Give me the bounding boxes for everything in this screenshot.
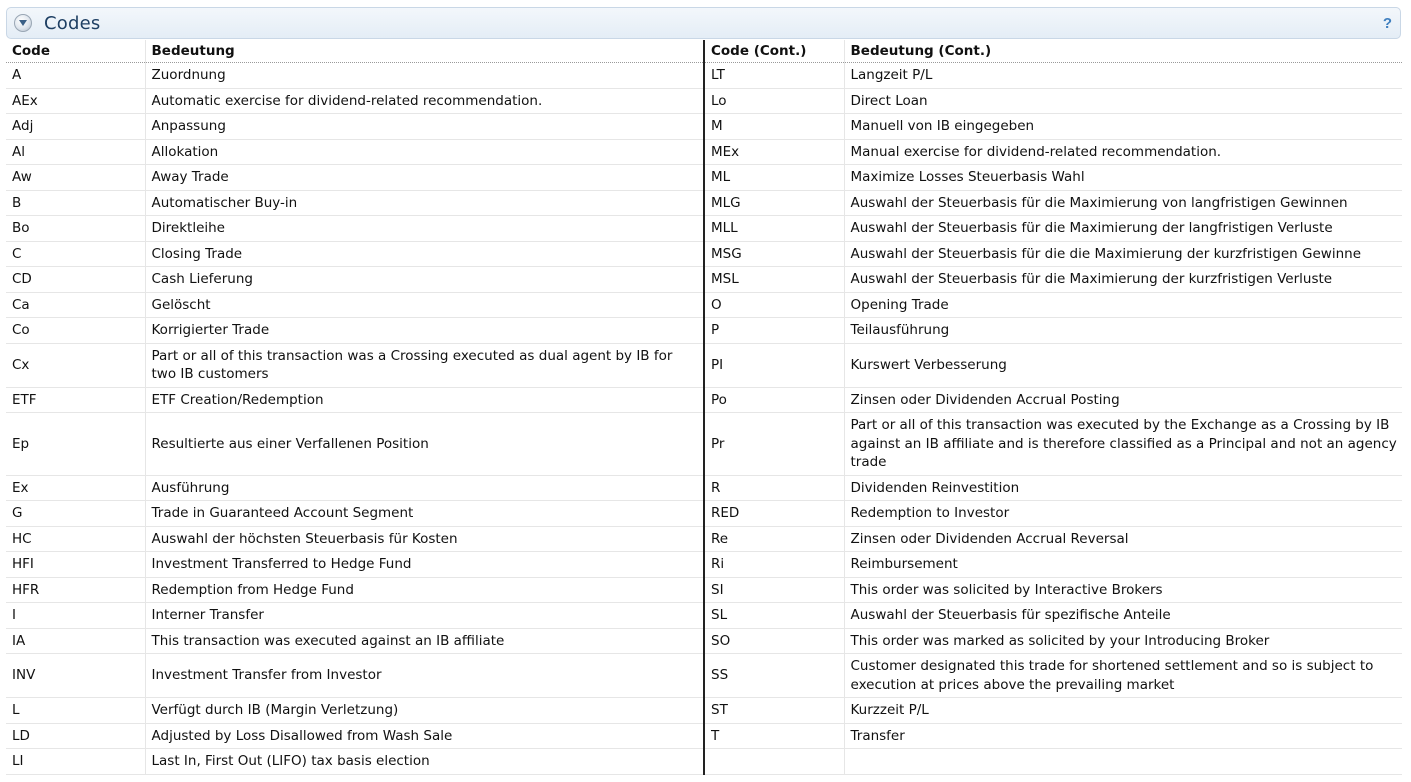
table-row [705, 628, 1402, 654]
meaning-cell: Direktleihe [145, 216, 703, 242]
table-row [6, 165, 703, 191]
code-cell: HC [6, 526, 145, 552]
meaning-cell: Zinsen oder Dividenden Accrual Posting [844, 387, 1402, 413]
meaning-cell: Auswahl der Steuerbasis für spezifische Anteile [844, 603, 1402, 629]
code-cell: Ex [6, 475, 145, 501]
table-row [6, 241, 703, 267]
meaning-cell: Last In, First Out (LIFO) tax basis election [145, 749, 703, 775]
meaning-cell: Investment Transfer from Investor [145, 654, 703, 698]
column-header-code: Code [6, 40, 145, 63]
table-row [705, 698, 1402, 724]
meaning-cell: Maximize Losses Steuerbasis Wahl [844, 165, 1402, 191]
meaning-cell: Cash Lieferung [145, 267, 703, 293]
meaning-cell: Customer designated this trade for shortened settlement and so is subject to execution at prices above the prevailing market [844, 654, 1402, 698]
code-cell: O [705, 292, 844, 318]
code-cell: I [6, 603, 145, 629]
codes-table-left [6, 40, 703, 775]
meaning-cell: Auswahl der Steuerbasis für die die Maximierung der kurzfristigen Gewinne [844, 241, 1402, 267]
meaning-cell: Redemption to Investor [844, 501, 1402, 527]
table-row [705, 577, 1402, 603]
codes-table-right-panel [705, 40, 1402, 775]
table-row [6, 139, 703, 165]
table-row [6, 114, 703, 140]
code-cell: B [6, 190, 145, 216]
code-cell: ETF [6, 387, 145, 413]
meaning-cell: Automatischer Buy-in [145, 190, 703, 216]
column-header-meaning: Bedeutung [145, 40, 703, 63]
meaning-cell: Direct Loan [844, 88, 1402, 114]
table-row [705, 413, 1402, 476]
table-header-row [6, 40, 703, 63]
meaning-cell: Interner Transfer [145, 603, 703, 629]
table-row [705, 63, 1402, 89]
meaning-cell: Verfügt durch IB (Margin Verletzung) [145, 698, 703, 724]
meaning-cell: Part or all of this transaction was a Crossing executed as dual agent by IB for two IB customers [145, 343, 703, 387]
meaning-cell: Zuordnung [145, 63, 703, 89]
code-cell: INV [6, 654, 145, 698]
chevron-down-icon [18, 19, 28, 27]
table-row [705, 475, 1402, 501]
code-cell: C [6, 241, 145, 267]
code-cell: P [705, 318, 844, 344]
table-row [705, 749, 1402, 775]
table-row [705, 190, 1402, 216]
help-icon[interactable]: ? [1382, 14, 1392, 32]
collapse-toggle-icon[interactable] [14, 14, 32, 32]
code-cell: MEx [705, 139, 844, 165]
code-cell: RED [705, 501, 844, 527]
meaning-cell: Redemption from Hedge Fund [145, 577, 703, 603]
meaning-cell: Auswahl der höchsten Steuerbasis für Kosten [145, 526, 703, 552]
table-row [705, 526, 1402, 552]
table-row [705, 292, 1402, 318]
table-row [6, 749, 703, 775]
table-row [705, 501, 1402, 527]
meaning-cell: Langzeit P/L [844, 63, 1402, 89]
meaning-cell: Ausführung [145, 475, 703, 501]
table-row [705, 387, 1402, 413]
meaning-cell: Kurzzeit P/L [844, 698, 1402, 724]
meaning-cell: Auswahl der Steuerbasis für die Maximierung der kurzfristigen Verluste [844, 267, 1402, 293]
table-row [705, 723, 1402, 749]
code-cell: MLG [705, 190, 844, 216]
code-cell: LI [6, 749, 145, 775]
table-row [6, 501, 703, 527]
meaning-cell: Transfer [844, 723, 1402, 749]
code-cell: ML [705, 165, 844, 191]
code-cell: Ca [6, 292, 145, 318]
meaning-cell: Away Trade [145, 165, 703, 191]
meaning-cell: Investment Transferred to Hedge Fund [145, 552, 703, 578]
code-cell: SI [705, 577, 844, 603]
table-row [6, 552, 703, 578]
meaning-cell: Opening Trade [844, 292, 1402, 318]
code-cell: HFI [6, 552, 145, 578]
meaning-cell: Trade in Guaranteed Account Segment [145, 501, 703, 527]
table-row [6, 292, 703, 318]
meaning-cell: Manual exercise for dividend-related recommendation. [844, 139, 1402, 165]
meaning-cell: Closing Trade [145, 241, 703, 267]
meaning-cell: Teilausführung [844, 318, 1402, 344]
code-cell: MSL [705, 267, 844, 293]
code-cell: Adj [6, 114, 145, 140]
table-row [6, 723, 703, 749]
table-row [6, 318, 703, 344]
code-cell: SO [705, 628, 844, 654]
table-row [6, 267, 703, 293]
code-cell: Ep [6, 413, 145, 476]
code-cell: PI [705, 343, 844, 387]
table-row [705, 318, 1402, 344]
table-row [705, 552, 1402, 578]
table-row [6, 577, 703, 603]
code-cell: AEx [6, 88, 145, 114]
table-row [6, 343, 703, 387]
meaning-cell: Reimbursement [844, 552, 1402, 578]
meaning-cell: This order was marked as solicited by your Introducing Broker [844, 628, 1402, 654]
table-row [705, 165, 1402, 191]
codes-table-left-panel [6, 40, 705, 775]
table-row [705, 267, 1402, 293]
codes-table-right-body [705, 63, 1402, 775]
code-cell: Re [705, 526, 844, 552]
code-cell: T [705, 723, 844, 749]
code-cell: R [705, 475, 844, 501]
meaning-cell: This order was solicited by Interactive Brokers [844, 577, 1402, 603]
codes-table-right [705, 40, 1402, 775]
code-cell: Pr [705, 413, 844, 476]
code-cell: G [6, 501, 145, 527]
section-title: Codes [44, 12, 101, 34]
table-row [6, 216, 703, 242]
code-cell: IA [6, 628, 145, 654]
code-cell [705, 749, 844, 775]
table-row [6, 698, 703, 724]
code-cell: Lo [705, 88, 844, 114]
codes-table-left-body [6, 63, 703, 775]
meaning-cell: Korrigierter Trade [145, 318, 703, 344]
meaning-cell: Resultierte aus einer Verfallenen Position [145, 413, 703, 476]
section-header[interactable] [6, 7, 1401, 39]
meaning-cell: Zinsen oder Dividenden Accrual Reversal [844, 526, 1402, 552]
table-row [705, 343, 1402, 387]
meaning-cell: Allokation [145, 139, 703, 165]
code-cell: MSG [705, 241, 844, 267]
table-row [6, 88, 703, 114]
table-row [6, 63, 703, 89]
meaning-cell: Dividenden Reinvestition [844, 475, 1402, 501]
code-cell: HFR [6, 577, 145, 603]
table-row [705, 241, 1402, 267]
code-cell: Al [6, 139, 145, 165]
code-cell: MLL [705, 216, 844, 242]
meaning-cell: This transaction was executed against an IB affiliate [145, 628, 703, 654]
meaning-cell: Auswahl der Steuerbasis für die Maximierung von langfristigen Gewinnen [844, 190, 1402, 216]
code-cell: Ri [705, 552, 844, 578]
meaning-cell: Manuell von IB eingegeben [844, 114, 1402, 140]
meaning-cell: Part or all of this transaction was executed by the Exchange as a Crossing by IB against an IB affiliate and is therefore classified as a Principal and not an agency trade [844, 413, 1402, 476]
code-cell: Bo [6, 216, 145, 242]
code-cell: LD [6, 723, 145, 749]
meaning-cell: Automatic exercise for dividend-related recommendation. [145, 88, 703, 114]
meaning-cell: Kurswert Verbesserung [844, 343, 1402, 387]
code-cell: SL [705, 603, 844, 629]
table-row [6, 387, 703, 413]
table-row [6, 654, 703, 698]
code-cell: A [6, 63, 145, 89]
table-row [705, 654, 1402, 698]
table-row [6, 526, 703, 552]
meaning-cell: Anpassung [145, 114, 703, 140]
meaning-cell: Auswahl der Steuerbasis für die Maximierung der langfristigen Verluste [844, 216, 1402, 242]
meaning-cell: Gelöscht [145, 292, 703, 318]
column-header-code-cont: Code (Cont.) [705, 40, 844, 63]
code-cell: CD [6, 267, 145, 293]
table-header-row [705, 40, 1402, 63]
column-header-meaning-cont: Bedeutung (Cont.) [844, 40, 1402, 63]
code-cell: L [6, 698, 145, 724]
table-row [705, 139, 1402, 165]
meaning-cell [844, 749, 1402, 775]
table-row [705, 603, 1402, 629]
code-cell: Cx [6, 343, 145, 387]
table-row [6, 603, 703, 629]
code-cell: ST [705, 698, 844, 724]
table-row [705, 88, 1402, 114]
table-row [6, 628, 703, 654]
meaning-cell: Adjusted by Loss Disallowed from Wash Sale [145, 723, 703, 749]
table-row [705, 114, 1402, 140]
table-row [6, 475, 703, 501]
table-row [6, 413, 703, 476]
code-cell: Co [6, 318, 145, 344]
meaning-cell: ETF Creation/Redemption [145, 387, 703, 413]
table-row [6, 190, 703, 216]
code-cell: Po [705, 387, 844, 413]
code-cell: M [705, 114, 844, 140]
table-row [705, 216, 1402, 242]
code-cell: Aw [6, 165, 145, 191]
code-cell: LT [705, 63, 844, 89]
code-cell: SS [705, 654, 844, 698]
